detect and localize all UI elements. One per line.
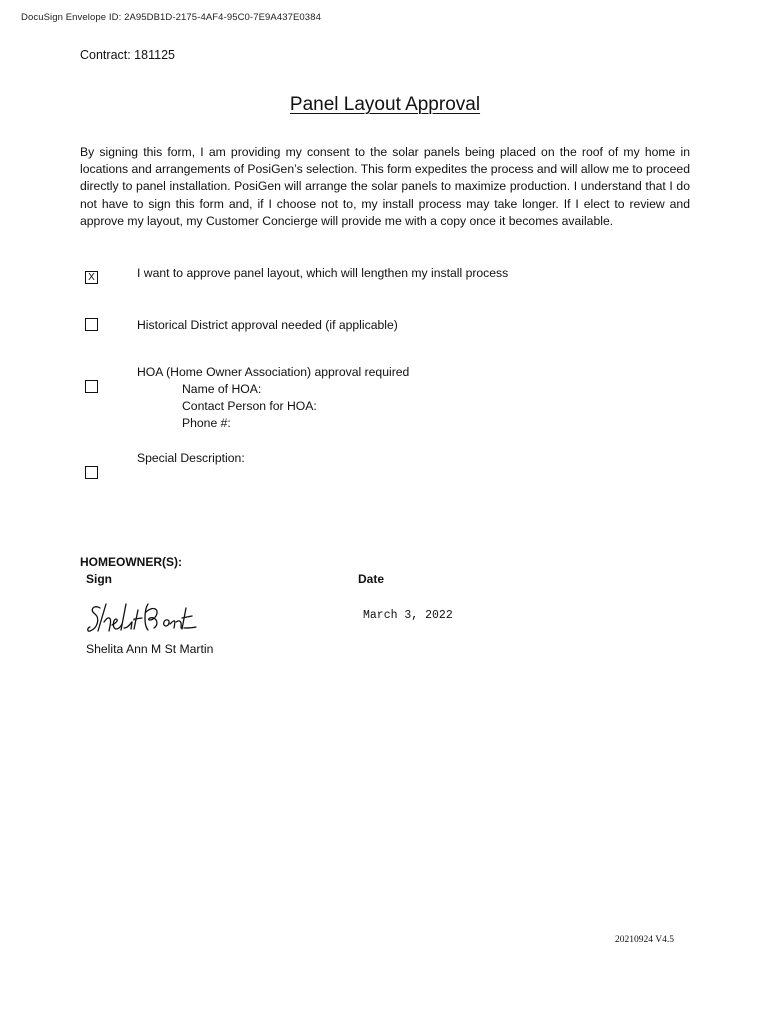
signer-name: Shelita Ann M St Martin <box>86 642 214 656</box>
approve-layout-checkbox[interactable]: X <box>85 271 98 284</box>
date-label: Date <box>358 572 385 586</box>
approve-layout-label: I want to approve panel layout, which will lengthen my install process <box>137 266 509 280</box>
special-description-label: Special Description: <box>137 451 245 465</box>
hoa-contact-field: Contact Person for HOA: <box>182 399 317 413</box>
homeowners-heading: HOMEOWNER(S): <box>80 555 182 569</box>
historical-district-checkbox[interactable] <box>85 318 98 331</box>
consent-paragraph: By signing this form, I am providing my consent to the solar panels being placed on the roof of my home in locations and arrangements of PosiGen’s selection. This form expedites the process and will allow me to proceed directly to panel installation. PosiGen will arrange the solar panels to maximize production. I understand that I do not have to sign this form and, if I choose not to, my install process may take longer. If I elect to review and approve my layout, my Customer Concierge will provide me with a copy once it becomes available. <box>80 145 690 228</box>
hoa-approval-label: HOA (Home Owner Association) approval required <box>137 365 410 379</box>
sign-label: Sign <box>86 572 112 586</box>
special-description-checkbox[interactable] <box>85 466 98 479</box>
historical-district-label: Historical District approval needed (if applicable) <box>137 318 398 332</box>
hoa-approval-checkbox[interactable] <box>85 380 98 393</box>
signature-date: March 3, 2022 <box>363 609 453 622</box>
docusign-envelope-id: DocuSign Envelope ID: 2A95DB1D-2175-4AF4-95C0-7E9A437E0384 <box>21 12 321 23</box>
form-version: 20210924 V4.5 <box>615 935 674 945</box>
page-title-text: Panel Layout Approval <box>289 94 481 115</box>
page-title <box>0 94 770 116</box>
homeowner-signature-image <box>86 598 198 636</box>
hoa-approval-block <box>137 364 409 432</box>
contract-number: Contract: 181125 <box>80 48 175 62</box>
hoa-phone-field: Phone #: <box>182 416 231 430</box>
hoa-name-field: Name of HOA: <box>182 382 262 396</box>
